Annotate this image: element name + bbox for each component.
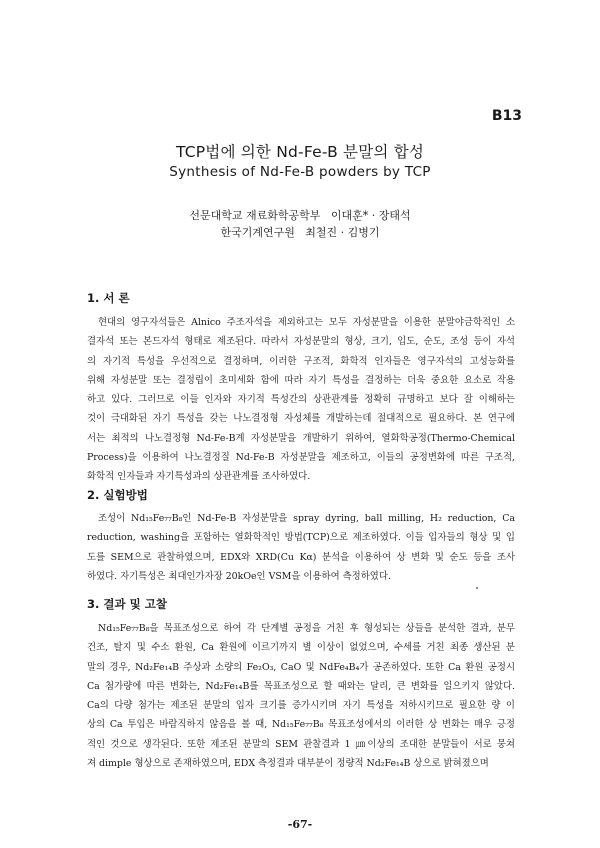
text-line: 현대의 영구자석들은 Alnico 주조자석을 제외하고는 모두 자성분말을 이용한 분말야금학적인 소 (98, 317, 515, 328)
text-line: 하였다. 자기특성은 최대인가자장 20kOe인 VSM을 이용하여 측정하였다. (87, 570, 391, 582)
text-line: 화학적 인자들과 자기특성과의 상관관계를 조사하였다. (87, 471, 311, 483)
text-line: 상의 Ca 투입은 바람직하지 않음을 볼 때, Nd₁₅Fe₇₇B₈ 목표조성에서의 이러한 상 변화는 매우 긍정 (87, 719, 515, 731)
section-body-results (87, 619, 515, 773)
text-line: 져 dimple 형상으로 존재하였으며, EDX 측정결과 대부분이 정량적 Nd₂Fe₁₄B 상으로 밝혀졌으며 (87, 758, 489, 770)
author-block (0, 207, 600, 241)
text-line: Process)을 이용하여 나노결정질 Nd-Fe-B 자성분말을 제조하고, 이들의 공정변화에 따른 구조적, (87, 452, 515, 464)
text-line: 도를 SEM으로 관찰하였으며, EDX와 XRD(Cu Kα) 분석을 이용하여 상 변화 및 순도 등을 조사 (87, 551, 515, 563)
text-line: reduction, washing을 포함하는 열화학적인 방법(TCP)으로 제조하였다. 이들 입자들의 형상 및 입 (87, 532, 515, 544)
section-heading-results: 3. 결과 및 고찰 (87, 597, 167, 611)
text-line: 의 자기적 특성을 우선적으로 결정하며, 이러한 구조적, 화학적 인자들은 영구자석의 고성능화를 (87, 355, 515, 367)
page-number: -67- (287, 818, 313, 831)
text-line: 결자석 또는 본드자석 형태로 제조된다. 따라서 자성분말의 형상, 크기, 입도, 순도, 조성 등이 자석 (87, 336, 515, 348)
text-line: 것이 극대화된 자기 특성을 갖는 나노결정형 자성체를 개발하는데 절대적으로 필요하다. 본 연구에 (87, 413, 515, 425)
text-line: 적인 것으로 생각된다. 또한 제조된 분말의 SEM 관찰결과 1 ㎛이상의 조대한 분말들이 서로 뭉쳐 (87, 738, 515, 750)
title-korean: TCP법에 의한 Nd-Fe-B 분말의 합성 (175, 143, 425, 161)
section-body-methods (87, 509, 515, 586)
text-line: 하고 있다. 그러므로 이들 인자와 자기적 특성간의 상관관계를 정확히 규명하고 보다 잘 이해하는 (87, 394, 515, 406)
text-line: 서는 최적의 나노결정형 Nd-Fe-B계 자성분말을 개발하기 위하여, 열화학공정(Thermo-Chemical (87, 432, 515, 444)
text-line: Ca 첨가량에 따른 변화는, Nd₂Fe₁₄B를 목표조성으로 할 때와는 달리, 큰 변화를 일으키지 않았다. (87, 680, 515, 692)
text-line: 위해 자성분말 또는 결정립이 초미세화 함에 따라 자기 특성을 결정하는 더욱 중요한 요소로 작용 (87, 374, 515, 386)
section-body-introduction (87, 313, 515, 487)
section-heading-methods: 2. 실험방법 (87, 488, 148, 502)
paper-code: B13 (491, 108, 522, 124)
title-english: Synthesis of Nd-Fe-B powders by TCP (169, 164, 431, 180)
section-heading-introduction: 1. 서 론 (87, 291, 130, 305)
text-line: 조성이 Nd₁₅Fe₇₇B₈인 Nd-Fe-B 자성분말을 spray dyring, ball milling, H₂ reduction, Ca (98, 513, 515, 524)
scan-speck (476, 587, 478, 589)
author-line: 선문대학교 재료화학공학부 이대훈* · 장태석 (189, 209, 411, 222)
text-line: Ca의 다량 첨가는 제조된 분말의 입자 크기를 증가시키며 자기 특성을 저하시키므로 필요한 량 이 (87, 700, 515, 712)
author-line: 한국기계연구원 최철진 · 김병기 (220, 226, 380, 239)
text-line: 말의 경우, Nd₂Fe₁₄B 주상과 소량의 Fe₂O₃, CaO 및 NdFe₄B₄가 공존하였다. 또한 Ca 환원 공정시 (87, 661, 515, 673)
text-line: 건조, 탈지 및 수소 환원, Ca 환원에 이르기까지 별 이상이 없었으며, 수세를 거친 최종 생산된 분 (87, 642, 515, 654)
text-line: Nd₁₅Fe₇₇B₈을 목표조성으로 하여 각 단계별 공정을 거친 후 형성되는 상들을 분석한 결과, 분무 (98, 623, 515, 634)
